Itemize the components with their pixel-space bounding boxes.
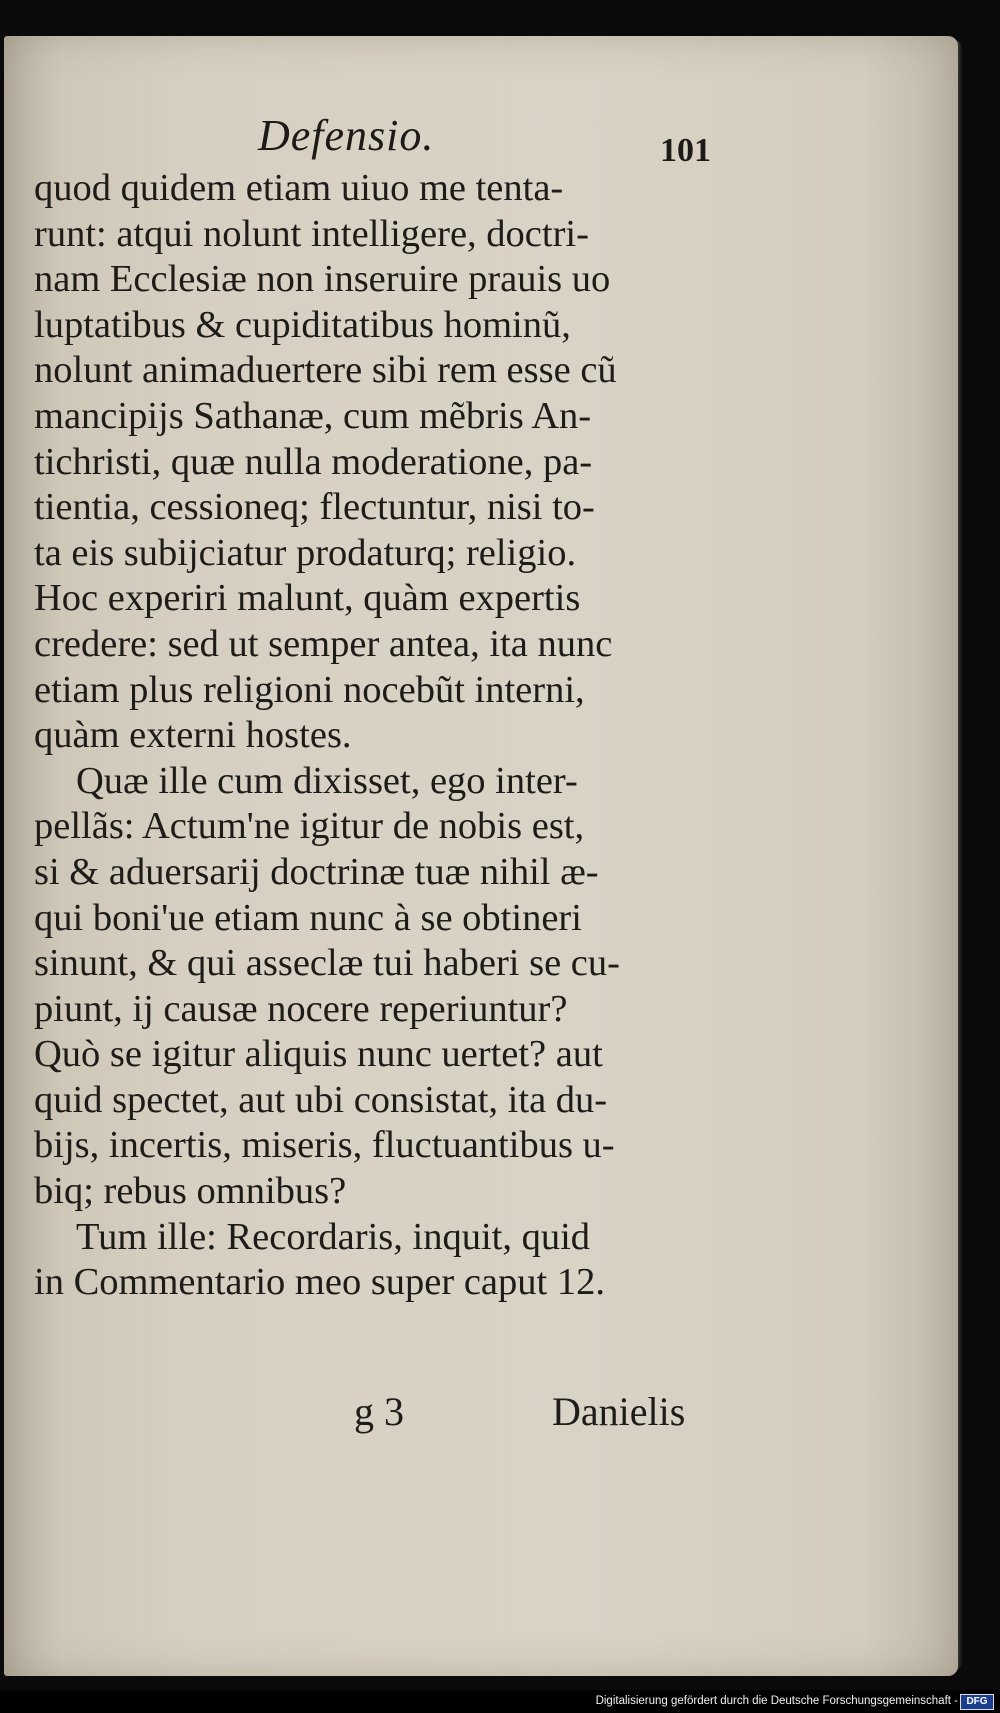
text-line: nam Ecclesiæ non inseruire prauis uo — [34, 258, 611, 301]
footer-credit: Digitalisierung gefördert durch die Deutsche Forschungsgemeinschaft - — [595, 1695, 958, 1707]
text-line: Quæ ille cum dixisset, ego inter- — [76, 759, 578, 802]
text-line: runt: atqui nolunt intelligere, doctri- — [34, 212, 589, 255]
text-line: biq; rebus omnibus? — [34, 1170, 347, 1213]
text-line: si & aduersarij doctrinæ tuæ nihil æ- — [34, 850, 599, 893]
text-line: piunt, ij causæ nocere reperiuntur? — [34, 987, 568, 1030]
text-line: sinunt, & qui asseclæ tui haberi se cu- — [34, 942, 620, 985]
text-line: luptatibus & cupiditatibus hominũ, — [34, 303, 571, 346]
catchword: Danielis — [552, 1389, 686, 1434]
catchline — [0, 1388, 1000, 1438]
dfg-logo-icon: DFG — [960, 1694, 994, 1710]
text-line: Hoc experiri malunt, quàm expertis — [34, 577, 581, 620]
text-line: pellãs: Actum'ne igitur de nobis est, — [34, 805, 585, 848]
text-line: ta eis subijciatur prodaturq; religio. — [34, 531, 577, 574]
body-text — [34, 166, 724, 1306]
page-number: 101 — [660, 132, 711, 169]
digitization-footer — [0, 1690, 1000, 1713]
text-line: qui boni'ue etiam nunc à se obtineri — [34, 896, 582, 939]
signature-mark: g 3 — [354, 1389, 404, 1434]
text-line: quid spectet, aut ubi consistat, ita du- — [34, 1078, 608, 1121]
text-line: credere: sed ut semper antea, ita nunc — [34, 622, 613, 665]
text-line: mancipijs Sathanæ, cum mẽbris An- — [34, 394, 592, 437]
running-head: Defensio. — [258, 111, 435, 160]
text-line: tientia, cessioneq; flectuntur, nisi to- — [34, 486, 595, 529]
text-line: Quò se igitur aliquis nunc uertet? aut — [34, 1033, 603, 1076]
text-line: in Commentario meo super caput 12. — [34, 1261, 605, 1304]
text-line: etiam plus religioni nocebũt interni, — [34, 668, 585, 711]
text-line: quàm externi hostes. — [34, 714, 352, 757]
text-line: tichristi, quæ nulla moderatione, pa- — [34, 440, 593, 483]
text-line: bijs, incertis, miseris, fluctuantibus u- — [34, 1124, 615, 1167]
text-line: Tum ille: Recordaris, inquit, quid — [76, 1215, 591, 1258]
text-line: nolunt animaduertere sibi rem esse cũ — [34, 349, 617, 392]
text-line: quod quidem etiam uiuo me tenta- — [34, 167, 564, 209]
